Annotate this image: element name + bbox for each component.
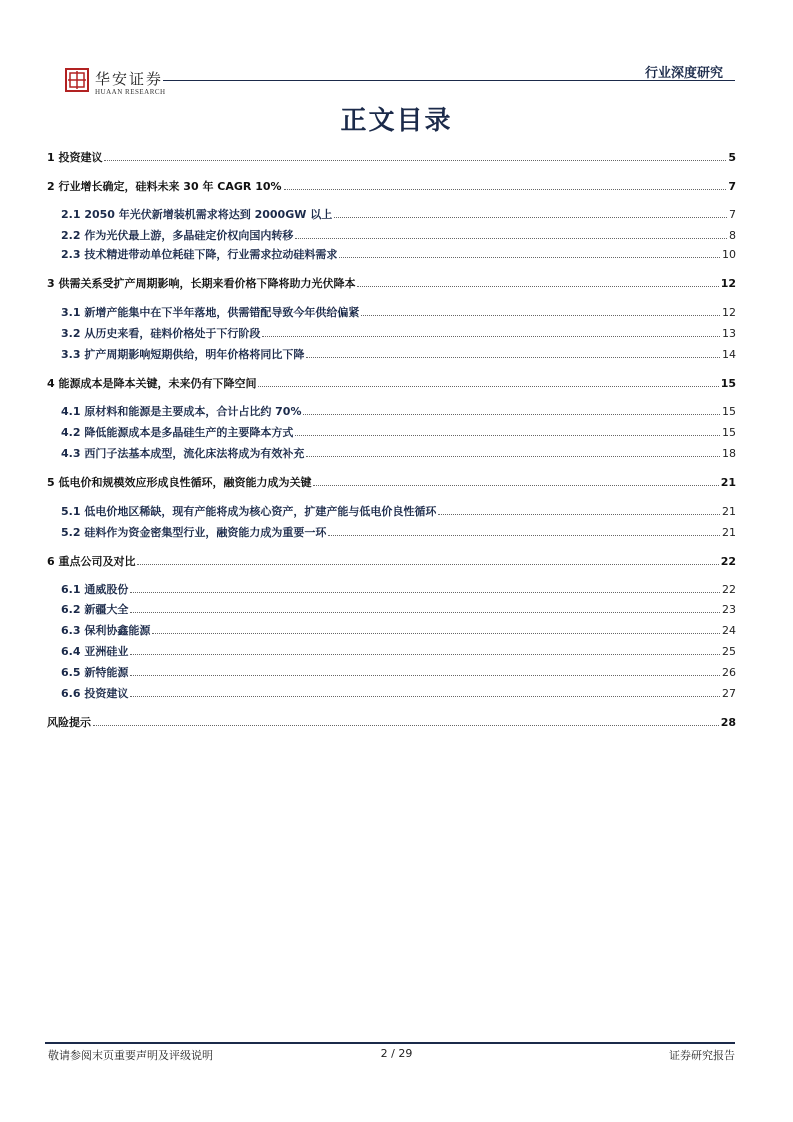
toc-entry-page: 13: [722, 327, 736, 340]
report-type: 行业深度研究: [644, 66, 723, 81]
toc-entry-page: 12: [722, 306, 736, 319]
toc-entry[interactable]: [47, 348, 736, 362]
toc-entry-label: 2 行业增长确定，硅料未来 30 年 CAGR 10%: [47, 180, 282, 193]
toc-leader-dots: [339, 256, 720, 258]
toc-leader-dots: [152, 632, 720, 634]
toc-entry-page: 8: [729, 229, 736, 242]
toc-entry-label: 6 重点公司及对比: [47, 555, 136, 568]
toc-entry-page: 23: [722, 603, 736, 616]
toc-entry-label: 6.1 通威股份: [61, 583, 129, 596]
toc-entry-page: 21: [722, 526, 736, 539]
toc-entry[interactable]: [47, 405, 736, 419]
toc-entry-label: 风险提示: [47, 716, 91, 729]
logo-subtext: HUAAN RESEARCH: [95, 88, 166, 96]
toc-entry-page: 7: [728, 180, 736, 193]
toc-entry-page: 26: [722, 666, 736, 679]
toc-entry-page: 12: [720, 277, 736, 290]
toc-entry-label: 3.2 从历史来看，硅料价格处于下行阶段: [61, 327, 261, 340]
toc-entry-page: 7: [729, 208, 736, 221]
toc-leader-dots: [262, 335, 720, 337]
toc-entry-label: 6.6 投资建议: [61, 687, 129, 700]
toc-entry[interactable]: [47, 645, 736, 659]
toc-entry[interactable]: [47, 687, 736, 701]
toc-leader-dots: [334, 216, 727, 218]
logo-text: 华安证券: [95, 70, 164, 88]
toc-entry-page: 21: [720, 476, 736, 489]
toc-entry[interactable]: [47, 603, 736, 617]
toc-entry-label: 4.3 西门子法基本成型，流化床法将成为有效补充: [61, 447, 305, 460]
toc-leader-dots: [295, 434, 720, 436]
toc-leader-dots: [313, 484, 718, 486]
toc-entry-label: 6.3 保利协鑫能源: [61, 624, 151, 637]
toc-entry-page: 10: [722, 248, 736, 261]
footer-divider: [45, 1042, 735, 1044]
toc-entry[interactable]: [47, 277, 736, 291]
toc-entry-page: 15: [722, 426, 736, 439]
toc-leader-dots: [104, 159, 726, 161]
toc-entry-page: 5: [728, 151, 736, 164]
toc-leader-dots: [295, 237, 727, 239]
toc-entry[interactable]: [47, 180, 736, 194]
toc-entry-page: 22: [720, 555, 736, 568]
toc-leader-dots: [306, 455, 720, 457]
toc-entry-page: 22: [722, 583, 736, 596]
toc-leader-dots: [130, 591, 720, 593]
toc-leader-dots: [361, 314, 720, 316]
page-number: 2 / 29: [380, 1047, 413, 1060]
toc-entry[interactable]: [47, 229, 736, 243]
footer-doc-type: 证券研究报告: [669, 1049, 735, 1062]
toc-entry[interactable]: [47, 716, 736, 730]
toc-entry-label: 4.2 降低能源成本是多晶硅生产的主要降本方式: [61, 426, 294, 439]
toc-leader-dots: [284, 188, 727, 190]
toc-entry-page: 24: [722, 624, 736, 637]
toc-leader-dots: [130, 674, 720, 676]
toc-entry-label: 5.1 低电价地区稀缺，现有产能将成为核心资产，扩建产能与低电价良性循环: [61, 505, 437, 518]
page-title: 正文目录: [340, 106, 453, 136]
toc-entry-label: 6.5 新特能源: [61, 666, 129, 679]
toc-entry-label: 4.1 原材料和能源是主要成本，合计占比约 70%: [61, 405, 302, 418]
toc-leader-dots: [258, 385, 718, 387]
footer-disclaimer: 敬请参阅末页重要声明及评级说明: [48, 1049, 213, 1062]
toc-entry-page: 27: [722, 687, 736, 700]
toc-leader-dots: [357, 285, 718, 287]
toc-entry[interactable]: [47, 447, 736, 461]
toc-entry[interactable]: [47, 151, 736, 165]
toc-entry[interactable]: [47, 505, 736, 519]
toc-entry-label: 6.4 亚洲硅业: [61, 645, 129, 658]
toc-leader-dots: [130, 695, 720, 697]
toc-entry-page: 14: [722, 348, 736, 361]
toc-entry-label: 2.1 2050 年光伏新增装机需求将达到 2000GW 以上: [61, 208, 333, 221]
toc-entry-label: 5 低电价和规模效应形成良性循环，融资能力成为关键: [47, 476, 312, 489]
toc-entry[interactable]: [47, 248, 736, 262]
toc-entry-label: 5.2 硅料作为资金密集型行业，融资能力成为重要一环: [61, 526, 327, 539]
toc-entry-label: 1 投资建议: [47, 151, 103, 164]
toc-entry-page: 18: [722, 447, 736, 460]
toc-entry-label: 4 能源成本是降本关键，未来仍有下降空间: [47, 377, 257, 390]
toc-leader-dots: [137, 563, 718, 565]
toc-entry[interactable]: [47, 526, 736, 540]
toc-entry-label: 3.3 扩产周期影响短期供给，明年价格将同比下降: [61, 348, 305, 361]
toc-entry[interactable]: [47, 426, 736, 440]
toc-entry[interactable]: [47, 583, 736, 597]
huaan-seal-icon: [65, 68, 89, 92]
toc-entry[interactable]: [47, 476, 736, 490]
toc-entry-page: 15: [720, 377, 736, 390]
toc-leader-dots: [328, 534, 720, 536]
toc-entry[interactable]: [47, 666, 736, 680]
toc-entry[interactable]: [47, 208, 736, 222]
page-header: [45, 60, 735, 100]
toc-entry-label: 3 供需关系受扩产周期影响，长期来看价格下降将助力光伏降本: [47, 277, 356, 290]
toc-leader-dots: [93, 724, 719, 726]
toc-leader-dots: [130, 611, 720, 613]
toc-entry-label: 2.3 技术精进带动单位耗硅下降，行业需求拉动硅料需求: [61, 248, 338, 261]
toc-entry[interactable]: [47, 624, 736, 638]
toc-entry[interactable]: [47, 555, 736, 569]
toc-leader-dots: [438, 513, 720, 515]
toc-entry[interactable]: [47, 306, 736, 320]
toc-entry-label: 6.2 新疆大全: [61, 603, 129, 616]
toc-entry[interactable]: [47, 377, 736, 391]
toc-leader-dots: [306, 356, 720, 358]
toc-entry-page: 15: [722, 405, 736, 418]
toc-entry[interactable]: [47, 327, 736, 341]
toc-leader-dots: [303, 413, 720, 415]
toc-entry-label: 3.1 新增产能集中在下半年落地，供需错配导致今年供给偏紧: [61, 306, 360, 319]
toc-entry-page: 21: [722, 505, 736, 518]
toc-entry-page: 28: [720, 716, 736, 729]
toc-entry-label: 2.2 作为光伏最上游，多晶硅定价权向国内转移: [61, 229, 294, 242]
toc-leader-dots: [130, 653, 720, 655]
toc-entry-page: 25: [722, 645, 736, 658]
